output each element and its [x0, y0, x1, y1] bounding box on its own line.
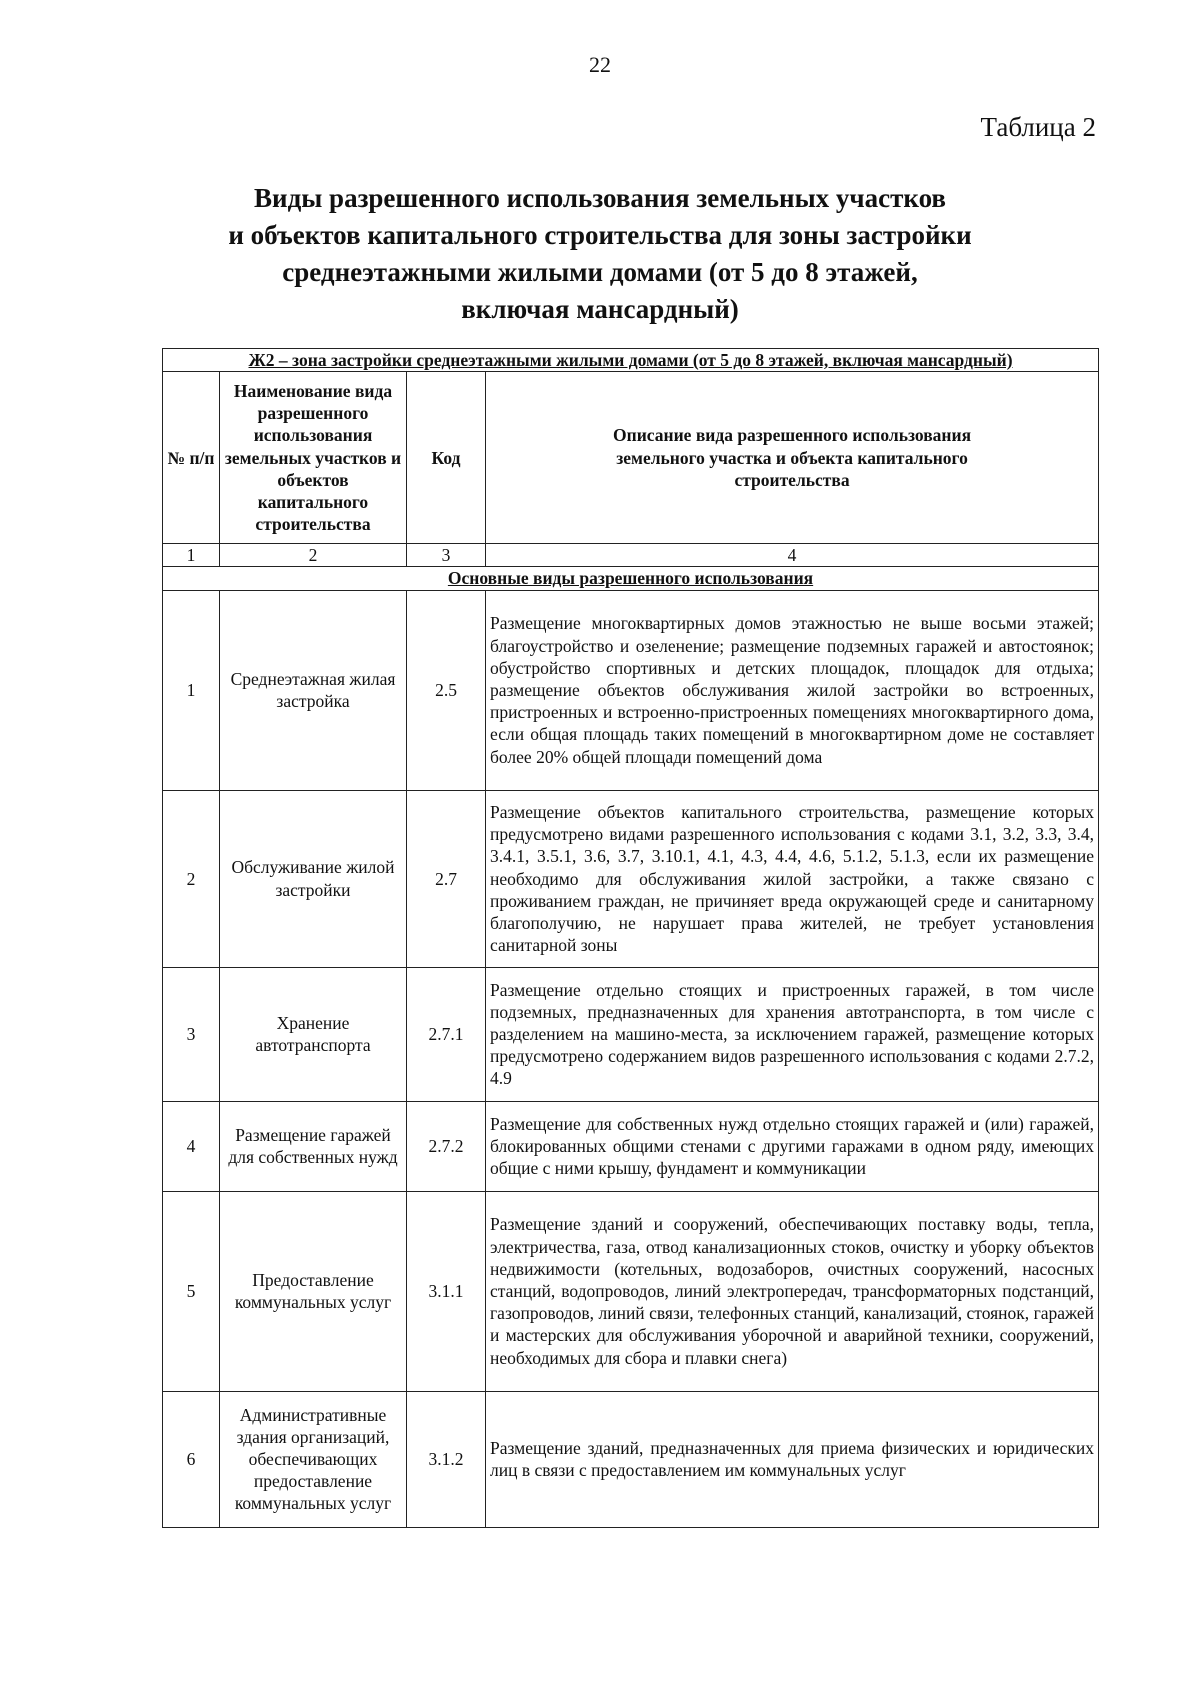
- header-description: Описание вида разрешенного использования земельного участка и объекта капитального строительства: [486, 372, 1099, 544]
- row-num: 3: [163, 967, 220, 1101]
- row-description: Размещение многоквартирных домов этажностью не выше восьми этажей; благоустройство и озеленение; размещение подземных гаражей и автостоянок; обустройство спортивных и детских площадок, площадок для отдыха; размещение объектов обслуживания жилой застройки во встроенных, пристроенных и встроенно-пристроенных помещениях многоквартирного дома, если общая площадь таких помещений в многоквартирном доме не составляет более 20% общей площади помещений дома: [486, 590, 1099, 790]
- row-code: 2.5: [407, 590, 486, 790]
- header-code: Код: [407, 372, 486, 544]
- header-num: № п/п: [163, 372, 220, 544]
- table-row: [163, 1391, 1099, 1527]
- row-name: Хранение автотранспорта: [220, 967, 407, 1101]
- column-number: 3: [407, 544, 486, 567]
- table-caption: Таблица 2: [980, 112, 1096, 142]
- row-code: 3.1.1: [407, 1191, 486, 1391]
- page-number: 22: [589, 52, 611, 77]
- land-use-table: [162, 348, 1099, 1528]
- title-line: и объектов капитального строительства для зоны застройки: [228, 220, 972, 250]
- table-row: [163, 1191, 1099, 1391]
- column-number: 2: [220, 544, 407, 567]
- row-num: 4: [163, 1101, 220, 1191]
- row-num: 2: [163, 790, 220, 967]
- row-name: Обслуживание жилой застройки: [220, 790, 407, 967]
- row-code: 2.7.2: [407, 1101, 486, 1191]
- row-description: Размещение зданий и сооружений, обеспечивающих поставку воды, тепла, электричества, газа, отвод канализационных стоков, очистку и уборку объектов недвижимости (котельных, водозаборов, очистных сооружений, насосных станций, водопроводов, линий электропередач, трансформаторных подстанций, газопроводов, линий связи, телефонных станций, канализаций, стоянок, гаражей и мастерских для обслуживания уборочной и аварийной техники, сооружений, необходимых для сбора и плавки снега): [486, 1191, 1099, 1391]
- row-name: Среднеэтажная жилая застройка: [220, 590, 407, 790]
- row-num: 6: [163, 1391, 220, 1527]
- row-name: Размещение гаражей для собственных нужд: [220, 1101, 407, 1191]
- document-title: [0, 180, 1200, 328]
- row-description: Размещение объектов капитального строительства, размещение которых предусмотрено видами разрешенного использования с кодами 3.1, 3.2, 3.3, 3.4, 3.4.1, 3.5.1, 3.6, 3.7, 3.10.1, 4.1, 4.3, 4.4, 4.6, 5.1.2, 5.1.3, если их размещение необходимо для обслуживания жилой застройки, а также связано с проживанием граждан, не причиняет вреда окружающей среде и санитарному благополучию, не нарушает права жителей, не требует установления санитарной зоны: [486, 790, 1099, 967]
- row-num: 1: [163, 590, 220, 790]
- row-description: Размещение для собственных нужд отдельно стоящих гаражей и (или) гаражей, блокированных общими стенами с другими гаражами в одном ряду, имеющих общие с ними крышу, фундамент и коммуникации: [486, 1101, 1099, 1191]
- column-number: 1: [163, 544, 220, 567]
- section-title: Основные виды разрешенного использования: [163, 567, 1099, 590]
- row-name: Предоставление коммунальных услуг: [220, 1191, 407, 1391]
- title-line: включая мансардный): [461, 294, 739, 324]
- row-code: 2.7.1: [407, 967, 486, 1101]
- zone-title: Ж2 – зона застройки среднеэтажными жилыми домами (от 5 до 8 этажей, включая мансардный): [163, 349, 1099, 372]
- column-number: 4: [486, 544, 1099, 567]
- table-row: [163, 967, 1099, 1101]
- title-line: среднеэтажными жилыми домами (от 5 до 8 этажей,: [282, 257, 918, 287]
- header-name: Наименование вида разрешенного использования земельных участков и объектов капитального строительства: [220, 372, 407, 544]
- column-numbers-row: [163, 544, 1099, 567]
- title-line: Виды разрешенного использования земельных участков: [254, 183, 946, 213]
- row-name: Административные здания организаций, обеспечивающих предоставление коммунальных услуг: [220, 1391, 407, 1527]
- row-description: Размещение отдельно стоящих и пристроенных гаражей, в том числе подземных, предназначенных для хранения автотранспорта, в том числе с разделением на машино-места, за исключением гаражей, размещение которых предусмотрено содержанием видов разрешенного использования с кодами 2.7.2, 4.9: [486, 967, 1099, 1101]
- table-row: [163, 790, 1099, 967]
- row-code: 3.1.2: [407, 1391, 486, 1527]
- row-description: Размещение зданий, предназначенных для приема физических и юридических лиц в связи с предоставлением им коммунальных услуг: [486, 1391, 1099, 1527]
- row-code: 2.7: [407, 790, 486, 967]
- table-row: [163, 590, 1099, 790]
- row-num: 5: [163, 1191, 220, 1391]
- table-row: [163, 1101, 1099, 1191]
